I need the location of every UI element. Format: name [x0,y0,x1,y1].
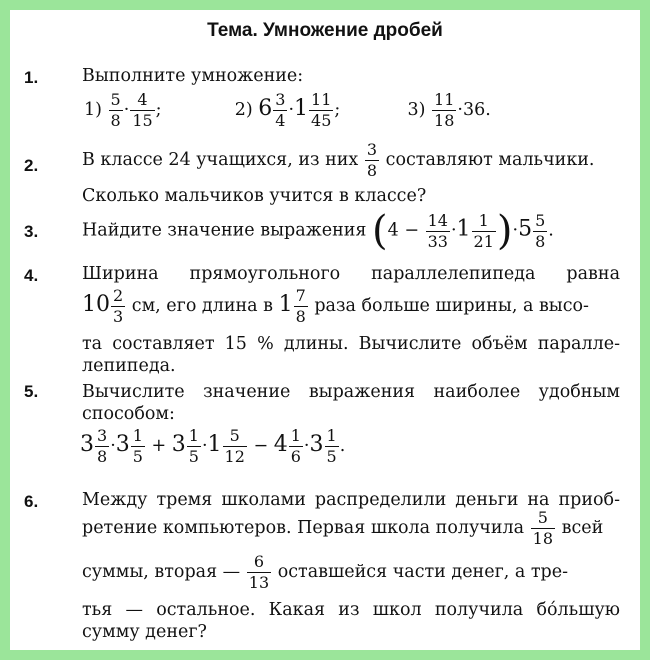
period: . [485,100,491,120]
right-paren: ) [496,208,513,254]
text: суммы, вторая — [82,562,241,582]
fraction: $\frac{1}{5}$ [326,426,337,466]
task-1-text: Выполните умножение: [82,66,304,86]
multiply-sign: · [457,100,463,120]
text: ретение компьютеров. Первая школа получила [82,518,525,538]
fraction: $\frac{5}{12}$ [224,426,245,466]
multiply-sign: · [201,436,208,456]
task-4-line-4: лепипеда. [82,356,176,376]
whole-part: 6 [258,96,273,121]
multiply-sign: · [303,436,310,456]
text: Найдите значение выражения [82,220,367,241]
fraction: $\frac{4}{15}$ [132,90,153,130]
text: см, его длина в [131,296,273,316]
task-5-line-2: способом: [82,404,175,424]
fraction: $\frac{6}{13}$ [248,552,270,592]
fraction: $\frac{5}{18}$ [532,508,554,548]
multiply-sign: · [512,220,519,241]
multiply-sign: · [110,436,116,456]
whole-part: 3 [309,432,324,457]
fraction: $\frac{7}{8}$ [295,286,306,326]
task-4-number: 4. [24,266,39,285]
multiply-sign: · [123,100,130,120]
period: . [548,220,554,241]
task-5-line-1: Вычислите значение выражения наиболее удобным [82,382,620,402]
period: . [339,436,346,456]
task-6-line-3 [82,554,568,591]
minus-sign: − [253,436,269,456]
whole-part: 3 [80,432,94,457]
fraction: $\frac{1}{6}$ [290,426,301,466]
fraction: $\frac{1}{21}$ [473,210,494,251]
fraction: $\frac{3}{4}$ [275,90,286,130]
fraction: $\frac{14}{33}$ [427,210,448,251]
whole-part: 10 [82,292,110,317]
whole-part: 5 [518,216,533,242]
whole-part: 4 [273,432,288,457]
text: составляют мальчики. [385,150,595,170]
fraction: $\frac{3}{8}$ [366,140,378,180]
whole-part: 1 [207,432,222,457]
task-6-line-5: сумму денег? [82,622,207,642]
text: оставшейся части денег, а тре- [277,562,569,582]
fraction: $\frac{11}{18}$ [434,90,455,130]
task-6-line-2 [82,510,603,547]
whole-part: 3 [115,432,130,457]
semicolon: ; [155,100,162,120]
text: всей [561,518,604,538]
text: В классе 24 учащихся, из них [82,150,359,170]
task-2-number: 2. [24,156,39,175]
task-1-part-3: 3) [407,100,426,120]
task-4-line-1: Ширина прямоугольного параллелепипеда равна [82,264,620,284]
task-3-line [82,208,554,254]
whole-part: 1 [456,216,471,242]
whole-part: 1 [278,292,293,317]
page-title: Тема. Умножение дробей [207,20,443,41]
whole-part: 1 [294,96,309,121]
task-1-expressions [84,92,491,129]
semicolon: ; [334,100,341,120]
fraction: $\frac{5}{8}$ [110,90,121,130]
fraction: $\frac{11}{45}$ [311,90,332,130]
task-2-line-2: Сколько мальчиков учится в классе? [82,186,427,206]
task-3-number: 3. [24,222,39,241]
text: раза больше ширины, а высо- [314,296,589,316]
task-1-part-1: 1) [84,100,102,120]
task-6-number: 6. [24,492,39,511]
task-5-expression [80,428,345,465]
fraction: $\frac{3}{8}$ [97,426,108,466]
task-2-line-1 [82,142,595,179]
whole-part: 3 [171,432,186,457]
multiply-sign: · [450,220,457,241]
number: 4 − [387,220,420,241]
task-1-part-2: 2) [234,100,253,120]
task-6-line-4: тья — остальное. Какая из школ получила бóльшую [82,600,620,620]
task-4-line-3: та составляет 15 % длины. Вычислите объём паралле- [82,334,620,354]
fraction: $\frac{1}{5}$ [132,426,143,466]
left-paren: ( [372,208,388,254]
fraction: $\frac{5}{8}$ [535,210,546,251]
number: 36 [462,100,486,120]
task-1-number: 1. [24,68,39,87]
task-4-line-2 [82,288,589,325]
multiply-sign: · [288,100,295,120]
plus-sign: + [151,436,167,456]
task-5-number: 5. [24,382,39,401]
fraction: $\frac{2}{3}$ [113,286,124,326]
fraction: $\frac{1}{5}$ [188,426,199,466]
task-6-line-1: Между тремя школами распределили деньги на приоб- [82,490,620,510]
worksheet [10,10,640,650]
